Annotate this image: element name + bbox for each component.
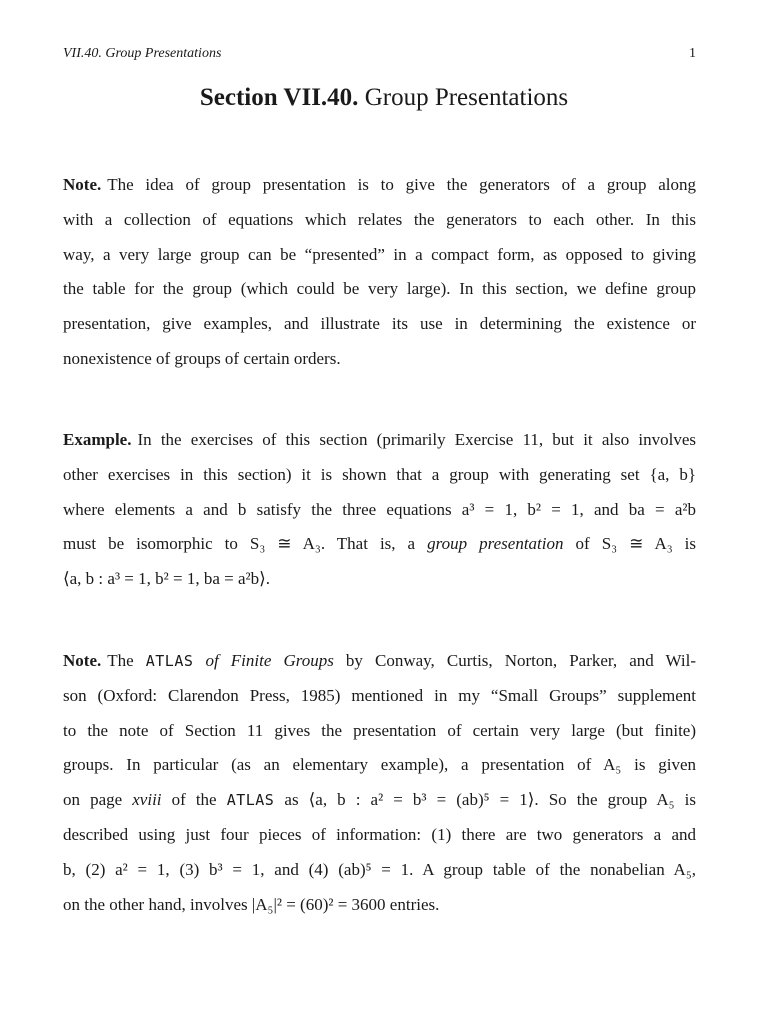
paragraph-line: son (Oxford: Clarendon Press, 1985) mentioned in my “Small Groups” supplement (63, 685, 696, 705)
running-title: VII.40. Group Presentations (63, 46, 222, 61)
note-lead: Note. (63, 651, 102, 670)
paragraph-line (63, 783, 696, 818)
paragraph-line: b, (2) a² = 1, (3) b³ = 1, and (4) (ab)⁵ = 1. A group table of the nonabelian A₅, (63, 859, 696, 879)
paragraph-line (63, 423, 696, 458)
paragraph-line: groups. In particular (as an elementary example), a presentation of A₅ is given (63, 755, 696, 775)
note-paragraph-2 (63, 644, 696, 922)
paragraph-line: ⟨a, b : a³ = 1, b² = 1, ba = a²b⟩. (63, 569, 270, 589)
paragraph-line: nonexistence of groups of certain orders. (63, 348, 341, 368)
line-text: In the exercises of this section (primarily Exercise 11, but it also involves (137, 430, 696, 449)
paragraph-line: other exercises in this section) it is shown that a group with generating set {a, b} (63, 464, 696, 484)
page-reference: xviii (132, 790, 162, 810)
paragraph-line (63, 168, 696, 203)
paragraph-line: way, a very large group can be “presented” in a compact form, as opposed to giving (63, 244, 696, 264)
section-heading (0, 84, 768, 112)
line-text: on page (63, 790, 123, 810)
atlas-wordmark: ATLAS (226, 791, 275, 810)
line-text: as ⟨a, b : a² = b³ = (ab)⁵ = 1⟩. So the group A₅ is (284, 790, 697, 810)
example-lead: Example. (63, 430, 132, 449)
line-text: of the (171, 790, 217, 810)
paragraph-line: with a collection of equations which relates the generators to each other. In this (63, 209, 696, 229)
line-text: of S₃ ≅ A₃ is (575, 534, 697, 554)
line-text: The (107, 651, 134, 670)
running-header (63, 46, 696, 62)
paragraph-line: described using just four pieces of information: (1) there are two generators a and (63, 824, 696, 844)
defined-term: group presentation (427, 534, 564, 554)
example-paragraph (63, 423, 696, 597)
line-text: by Conway, Curtis, Norton, Parker, and Wil- (345, 651, 697, 670)
paragraph-line: on the other hand, involves |A₅|² = (60)² = 3600 entries. (63, 894, 440, 914)
line-text: The idea of group presentation is to give the generators of a group along (107, 175, 696, 194)
section-label: Section VII.40. (199, 84, 359, 111)
note-lead: Note. (63, 175, 102, 194)
paragraph-line: presentation, give examples, and illustrate its use in determining the existence or (63, 314, 696, 334)
paragraph-line: the table for the group (which could be very large). In this section, we define group (63, 279, 696, 299)
paragraph-line (63, 644, 696, 679)
note-paragraph-1 (63, 168, 696, 377)
page-number: 1 (689, 46, 696, 61)
atlas-wordmark: ATLAS (145, 652, 194, 670)
section-title-text: Group Presentations (364, 84, 569, 111)
line-text: must be isomorphic to S₃ ≅ A₃. That is, a (63, 534, 416, 554)
paragraph-line (63, 527, 696, 562)
paragraph-line: where elements a and b satisfy the three equations a³ = 1, b² = 1, and ba = a²b (63, 499, 696, 519)
paragraph-line: to the note of Section 11 gives the presentation of certain very large (but finite) (63, 720, 696, 740)
book-title: of Finite Groups (205, 651, 334, 670)
